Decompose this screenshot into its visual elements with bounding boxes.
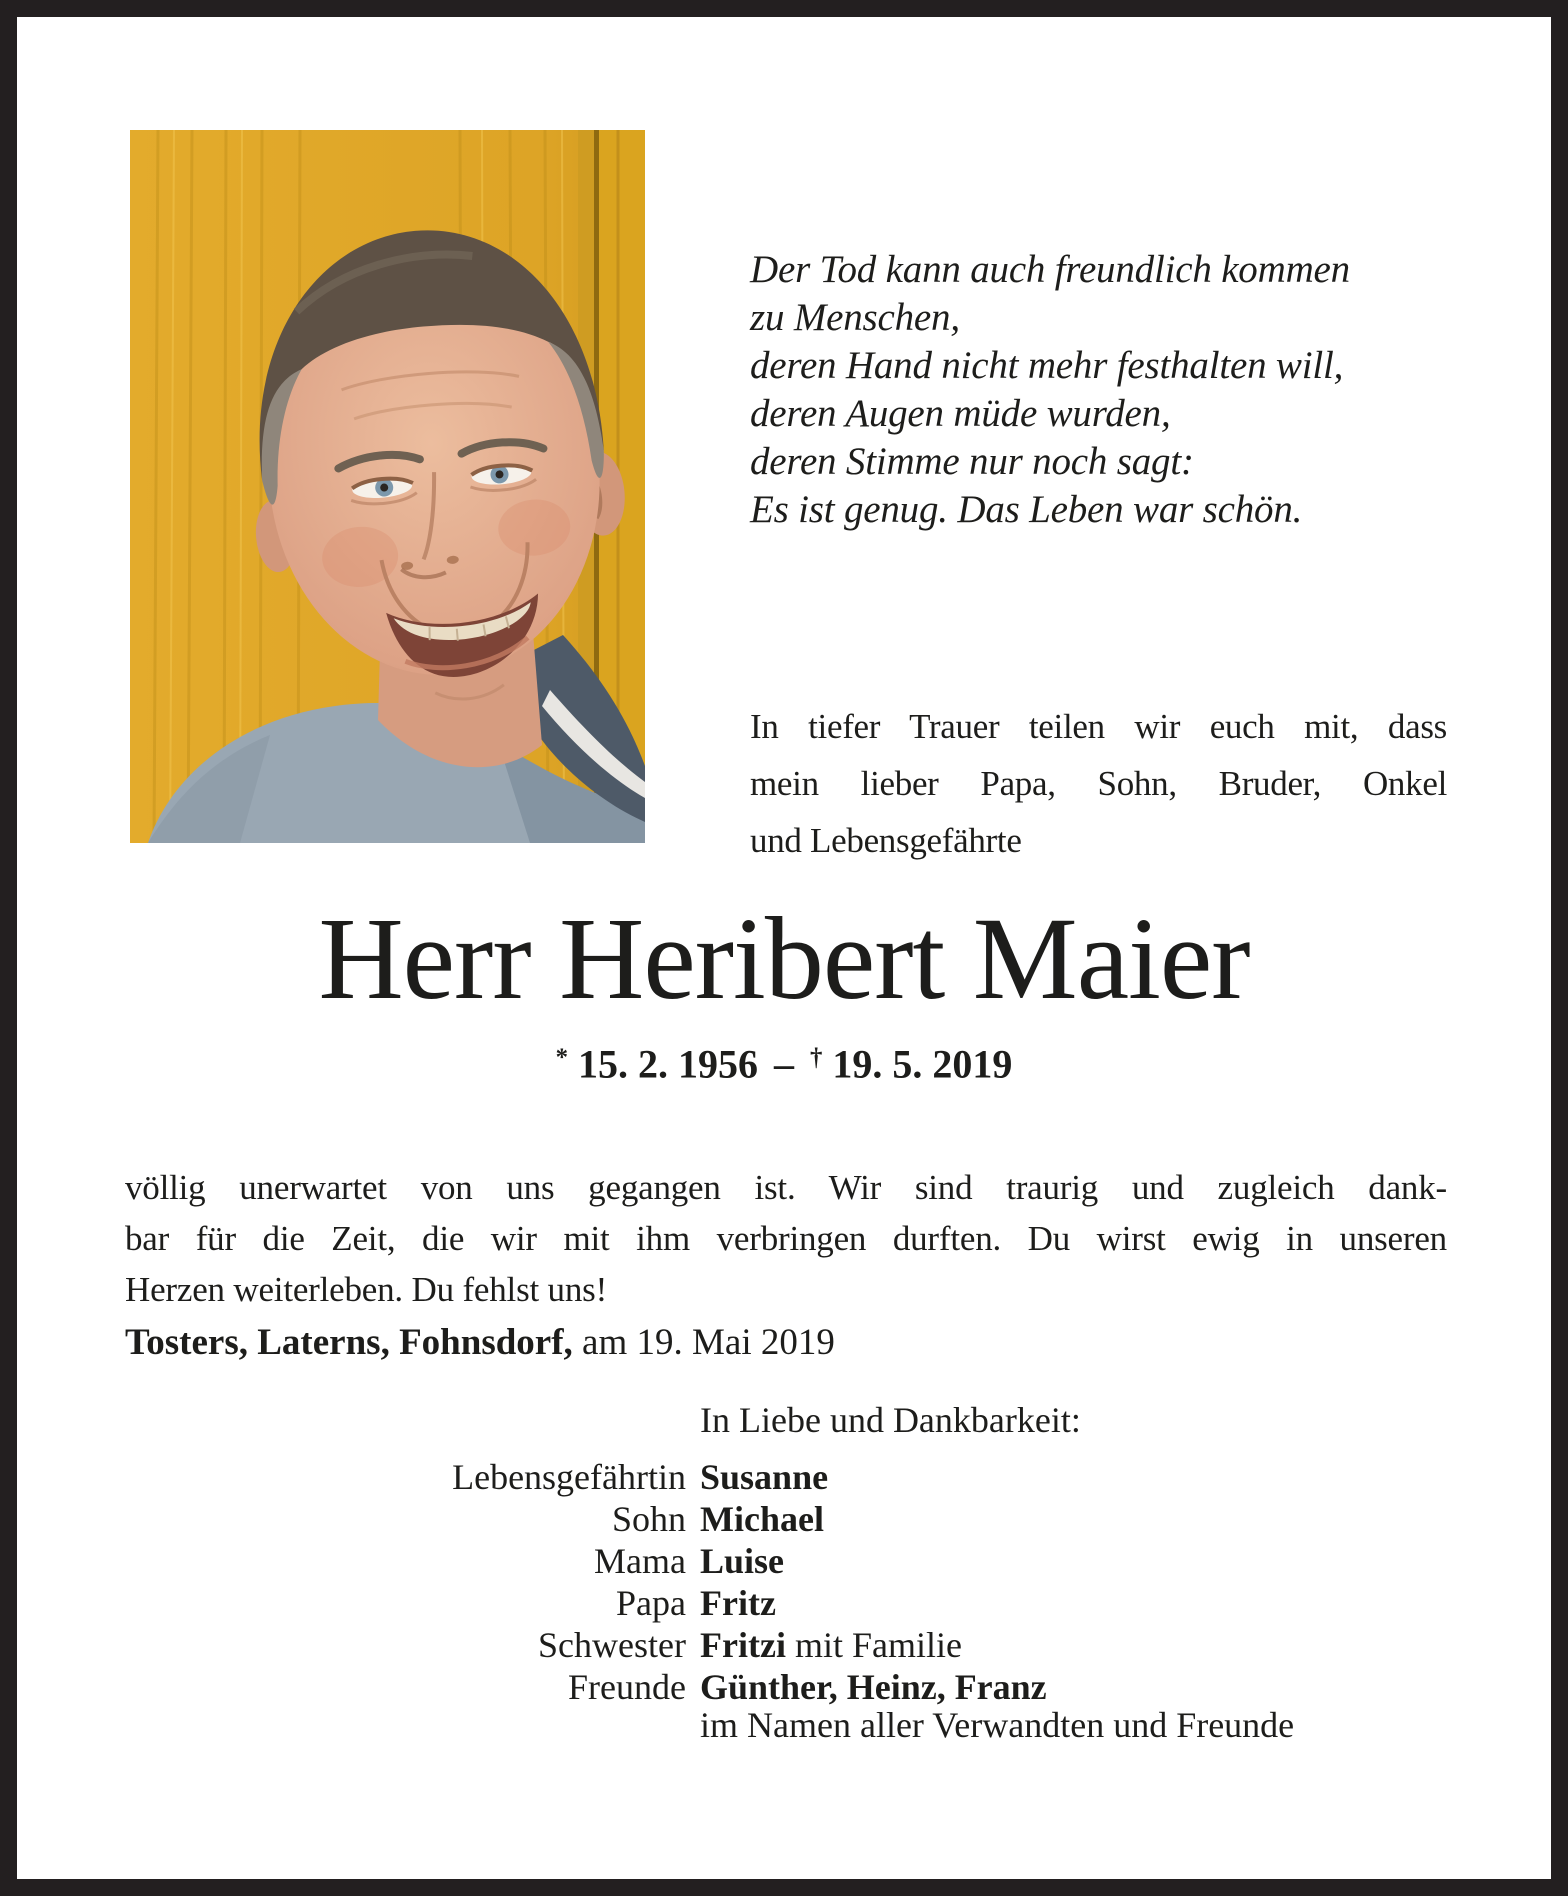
intro-paragraph <box>750 698 1447 869</box>
family-role-label: Mama <box>594 1541 686 1581</box>
family-role-label: Freunde <box>568 1667 686 1707</box>
family-member-name: Susanne <box>700 1457 829 1497</box>
family-row <box>125 1666 1447 1708</box>
family-member-name: Fritzi mit Familie <box>700 1625 962 1665</box>
family-role-label: Sohn <box>611 1499 686 1539</box>
death-mark: † <box>810 1044 823 1071</box>
places-date-line <box>125 1320 1447 1366</box>
family-row <box>125 1498 1447 1540</box>
places-text: Tosters, Laterns, Fohnsdorf, <box>125 1322 573 1363</box>
family-role-label: Papa <box>616 1583 686 1623</box>
death-date: 19. 5. 2019 <box>832 1041 1013 1087</box>
poem-line: deren Stimme nur noch sagt: <box>750 440 1194 483</box>
family-name-suffix: mit Familie <box>785 1625 962 1665</box>
family-list <box>125 1456 1447 1708</box>
family-member-name: Luise <box>700 1541 785 1581</box>
family-footer-line: im Namen aller Verwandten und Freunde <box>700 1705 1295 1745</box>
obituary-line: völlig unerwartet von uns gegangen ist. Wir sind traurig und zugleich dank- <box>125 1168 1447 1207</box>
family-row <box>125 1624 1447 1666</box>
family-member-name: Günther, Heinz, Franz <box>700 1667 1047 1707</box>
family-role-label: Schwester <box>538 1625 686 1665</box>
obituary-paragraph <box>125 1162 1447 1315</box>
birth-mark: * <box>555 1044 568 1071</box>
intro-line: und Lebensgefährte <box>750 821 1022 860</box>
obituary-line: Herzen weiterleben. Du fehlst uns! <box>125 1270 608 1309</box>
poem-line: deren Augen müde wurden, <box>750 392 1171 435</box>
intro-line: mein lieber Papa, Sohn, Bruder, Onkel <box>750 764 1447 803</box>
memorial-poem <box>750 246 1460 534</box>
poem-line: Es ist genug. Das Leben war schön. <box>750 488 1303 531</box>
family-role-label: Lebensgefährtin <box>452 1457 686 1497</box>
family-row <box>125 1540 1447 1582</box>
family-member-name: Michael <box>700 1499 824 1539</box>
poem-line: zu Menschen, <box>750 296 960 339</box>
date-separator: – <box>774 1041 794 1087</box>
intro-line: In tiefer Trauer teilen wir euch mit, dass <box>750 707 1447 746</box>
portrait-illustration <box>130 130 645 843</box>
poem-line: deren Hand nicht mehr festhalten will, <box>750 344 1344 387</box>
portrait-photo <box>130 130 645 843</box>
closing-line: In Liebe und Dankbarkeit: <box>700 1400 1081 1440</box>
birth-date: 15. 2. 1956 <box>578 1041 758 1087</box>
family-row <box>125 1456 1447 1498</box>
date-text: am 19. Mai 2019 <box>582 1322 835 1363</box>
family-member-name: Fritz <box>700 1583 776 1623</box>
deceased-name: Herr Heribert Maier <box>318 893 1250 1024</box>
obituary-line: bar für die Zeit, die wir mit ihm verbringen durften. Du wirst ewig in unseren <box>125 1219 1447 1258</box>
poem-line: Der Tod kann auch freundlich kommen <box>750 248 1350 291</box>
life-dates <box>104 1034 1464 1088</box>
family-row <box>125 1582 1447 1624</box>
